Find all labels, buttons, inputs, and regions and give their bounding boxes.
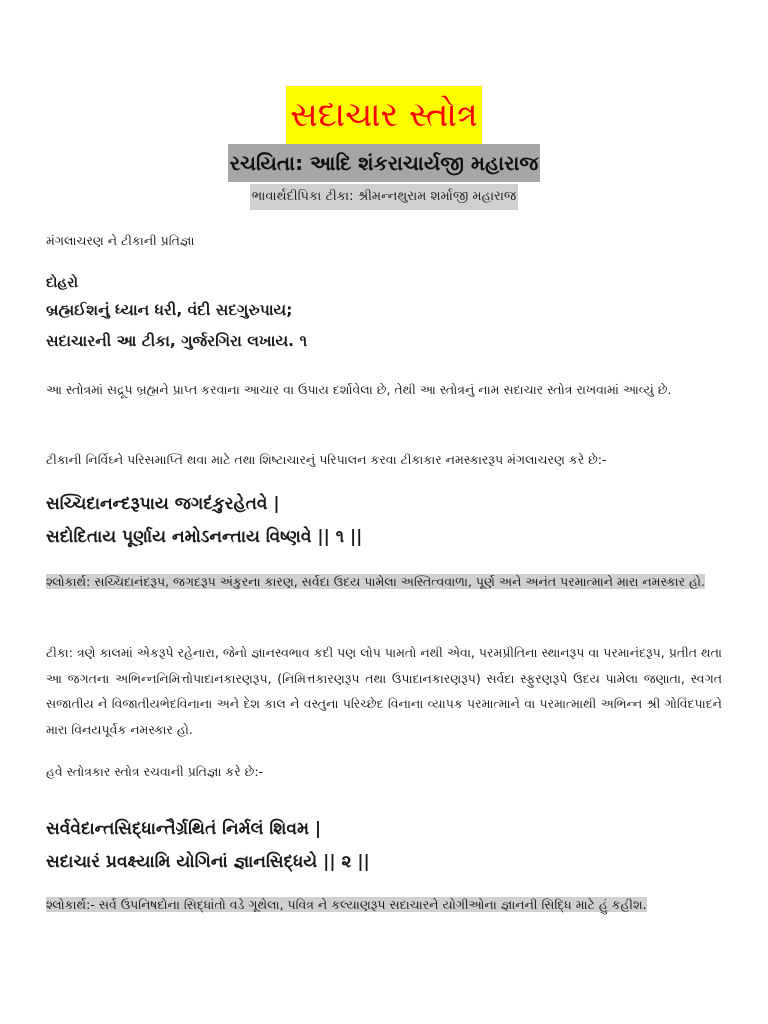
sloka-2 <box>46 813 722 879</box>
document-title: સદાચાર સ્તોત્ર <box>286 86 482 144</box>
invocation-heading: મંગલાચરણ ને ટીકાની પ્રતિજ્ઞા <box>46 233 195 248</box>
sloka-2-line-1: સર્વવેદાન્તસિદ્ધાન્તૈર્ગ્રથિતં નિર્મલં શિવમ | <box>46 819 322 839</box>
sloka-2-meaning-text: શ્લોકાર્થ:- સર્વ ઉપનિષદોના સિદ્ધાંતો વડે ગૂથેલા, પવિત્ર ને કલ્યાણરૂપ સદાચારને યોગીઓના જ્ઞાનની સિદ્ધિ માટે હું કહીશ. <box>46 897 647 912</box>
author-line: રચયિતા: આદિ શંકરાચાર્યજી મહારાજ <box>228 144 541 182</box>
doharo-verse <box>46 297 722 354</box>
mangal-paragraph: ટીકાની નિર્વિઘ્ને પરિસમાપ્તિ થવા માટે તથા શિષ્ટાચારનું પરિપાલન કરવા ટીકાકાર નમસ્કારરૂપ મંગલાચરણ કરે છે:- <box>46 452 607 467</box>
commentary-line: ભાવાર્થદીપિકા ટીકા: શ્રીમન્નથુરામ શર્માજી મહારાજ <box>250 184 518 210</box>
sloka-1-meaning-text: શ્લોકાર્થ: સચ્ચિદાનંદરૂપ, જગદરૂપ અંકુરના કારણ, સર્વદા ઉદય પામેલા અસ્તિત્વવાળા, પૂર્ણ અને અનંત પરમાત્માને મારા નમસ્કાર હો. <box>46 574 706 589</box>
title-block <box>0 86 768 144</box>
sloka-1 <box>46 488 722 554</box>
doharo-line-2: સદાચારની આ ટીકા, ગુર્જરગિરા લખાય. ૧ <box>46 332 308 350</box>
sloka-1-line-2: સદોદિતાય પૂર્ણાય નમોઽનન્તાય વિષ્ણવે || ૧ || <box>46 527 363 547</box>
sloka-1-line-1: સચ્ચિદાનન્દરૂપાય જગદંકુરહેતવે | <box>46 494 280 514</box>
sloka-2-line-2: સદાચારં પ્રવક્ષ્યામિ યોગિનાં જ્ઞાનસિદ્ધયે || ૨ || <box>46 852 370 872</box>
intro-paragraph: આ સ્તોત્રમાં સદ્રૂપ બ્રહ્મને પ્રાપ્ત કરવાના આચાર વા ઉપાય દર્શાવેલા છે, તેથી આ સ્તોત્રનું નામ સદાચાર સ્તોત્ર રાખવામાં આવ્યું છે. <box>46 382 672 397</box>
commentary-block <box>0 184 768 210</box>
sloka-1-tika: ટીકા: ત્રણે કાલમાં એકરૂપે રહેનારા, જેનો જ્ઞાનસ્વભાવ કદી પણ લોપ પામતો નથી એવા, પરમપ્રીતિના સ્થાનરૂપ વા પરમાનંદરૂપ, પ્રતીત થતા આ જગતના અભિન્નનિમિત્તોપાદાનકારણરૂપ, (નિમિત્તકારણરૂપ તથા ઉપાદાનકારણરૂપ) સર્વદા સ્ફુરણરૂપે ઉદય પામેલા જણાતા, સ્વગત સજાતીય ને વિજાતીયભેદવિનાના અને દેશ કાલ ને વસ્તુના પરિચ્છેદ વિનાના વ્યાપક પરમાત્માને વા પરમાત્માથી અભિન્ન શ્રી ગોવિંદપાદને મારા વિનયપૂર્વક નમસ્કાર હો. <box>46 645 722 737</box>
author-block <box>0 144 768 182</box>
pratijna-paragraph: હવે સ્તોત્રકાર સ્તોત્ર રચવાની પ્રતિજ્ઞા કરે છે:- <box>46 764 264 779</box>
doharo-label: દોહરો <box>46 275 79 291</box>
sloka-2-meaning <box>46 892 722 917</box>
doharo-line-1: બ્રહ્મઈશનું ધ્યાન ધરી, વંદી સદગુરુપાય; <box>46 301 293 319</box>
sloka-1-meaning <box>46 569 722 594</box>
